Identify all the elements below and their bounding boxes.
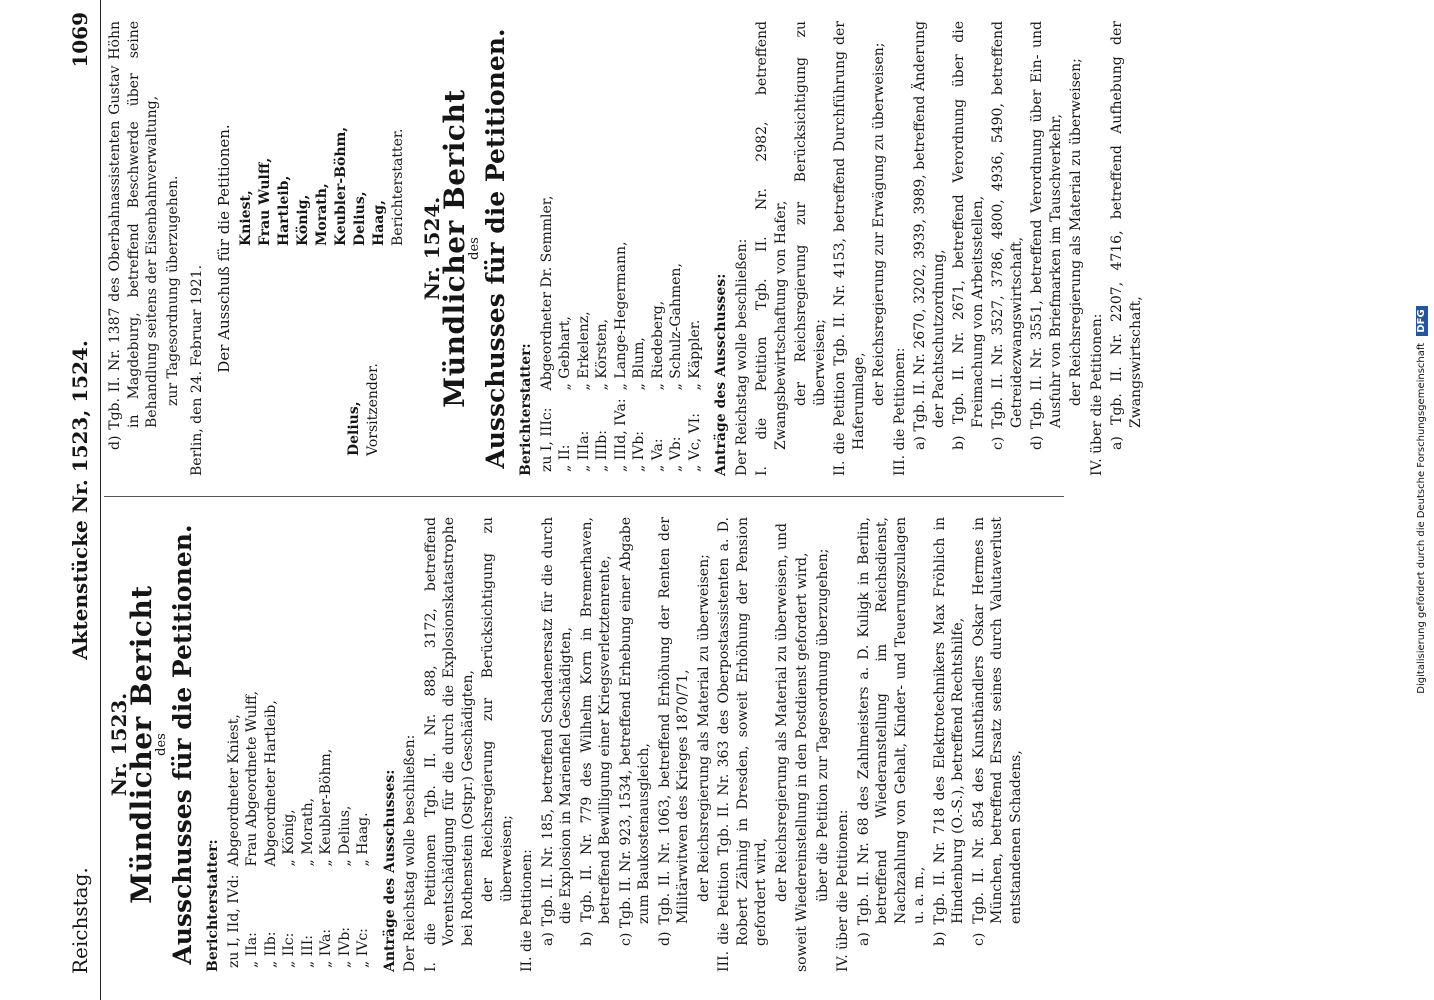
reporter-row bbox=[243, 687, 262, 972]
signatory: Kniest, bbox=[238, 190, 254, 246]
reporter-row bbox=[649, 192, 668, 476]
motion-resolution: der Reichsregierung als Material zu überweisen; bbox=[695, 554, 712, 902]
reporter-row bbox=[556, 192, 575, 476]
signatory: Delius, bbox=[352, 191, 368, 246]
digitization-note-container bbox=[1410, 0, 1434, 1000]
reporter-row bbox=[299, 687, 318, 972]
motion-resolution: der Reichsregierung als Material zu überweisen; bbox=[1068, 58, 1084, 406]
digitization-sidebar bbox=[1410, 0, 1434, 1000]
dfg-logo: DFG bbox=[1416, 306, 1428, 335]
reporter-section: „ Vc, VI: bbox=[686, 413, 703, 472]
reporter-section: zu I, IIIc: bbox=[538, 407, 555, 472]
doc-des-1523: des bbox=[154, 733, 169, 756]
page-header bbox=[60, 0, 101, 1000]
motion-subitem: d) Tgb. II. Nr. 1387 des Oberbahnassistenten Gustav Höhn in Magdeburg, betreffend Beschwerde über seine Behandlung seitens der Eisenbahnverwaltung, bbox=[107, 21, 160, 450]
motion-item: I. die Petitionen Tgb. II. Nr. 888, 3172, betreffend Vorentschädigung für die durch die Explosionskatastrophe bei Rothenstein (Ostpr.) Geschädigten, bbox=[422, 517, 476, 972]
motion-subitem: c) Tgb. II. Nr. 3527, 3786, 4800, 4936, 5490, betreffend Getreidezwangswirtschaft, bbox=[990, 21, 1025, 450]
reporter-row bbox=[612, 192, 631, 476]
signatory: Keubler-Böhm, bbox=[333, 126, 349, 246]
digitization-note: Digitalisierung gefördert durch die Deutsche Forschungsgemeinschaft bbox=[1416, 342, 1427, 694]
motion-subitem: b) Tgb. II. Nr. 718 des Elektrotechnikers Max Fröhlich in Hindenburg (O.-S.), betreffend Rechtshilfe, bbox=[931, 517, 966, 946]
reporter-section: „ IIIa: bbox=[575, 430, 592, 472]
reporter-section: „ Va: bbox=[649, 438, 666, 472]
reporter-section: „ IVb: bbox=[336, 926, 353, 968]
motions-intro-1523: Der Reichstag wolle beschließen: bbox=[402, 734, 418, 972]
column-divider bbox=[104, 496, 1064, 497]
motion-item: IV. über die Petitionen: bbox=[1088, 313, 1105, 476]
reporter-name: „ König, bbox=[281, 809, 297, 867]
motion-item: I. die Petition Tgb. II. Nr. 2982, betreffend Zwangsbewirtschaftung von Hafer, bbox=[754, 21, 789, 476]
signatory: Haag, bbox=[371, 199, 387, 246]
reporters-label-1523: Berichterstatter: bbox=[205, 839, 221, 972]
doc-des-1524: des bbox=[467, 237, 482, 260]
reporter-name: Frau Abgeordnete Wulff, bbox=[244, 690, 260, 867]
motion-text: soweit Wiedereinstellung in den Postdienst gefordert wird, bbox=[794, 552, 810, 972]
reporter-name: „ Lange-Hegermann, bbox=[612, 241, 629, 391]
signatory: Frau Wulff, bbox=[257, 157, 273, 246]
motion-subitem: c) Tgb. II. Nr. 923, 1534, betreffend Erhebung einer Abgabe zum Baukostenausgleich, bbox=[617, 517, 652, 946]
motion-item: IV. über die Petitionen: bbox=[835, 809, 851, 972]
reporter-row bbox=[262, 687, 281, 972]
reporter-section: „ IVc: bbox=[355, 928, 371, 968]
doc-subtitle-1523: Ausschusses für die Petitionen. bbox=[167, 524, 197, 965]
header-title: Aktenstücke Nr. 1523, 1524. bbox=[68, 340, 92, 660]
chair-name: Delius, bbox=[346, 401, 362, 456]
reporter-section: „ IVa: bbox=[318, 928, 334, 968]
motion-resolution: der Reichsregierung zur Berücksichtigung zu überweisen; bbox=[793, 21, 828, 406]
motion-subitem: d) Tgb. II. Nr. 3551, betreffend Verordnung über Ein- und Ausfuhr von Briefmarken im Tauschverkehr, bbox=[1029, 21, 1064, 450]
committee-signature-heading: Der Ausschuß für die Petitionen. bbox=[214, 124, 233, 373]
signatory-list bbox=[237, 127, 408, 246]
motion-subitem: b) Tgb. II. Nr. 779 des Wilhelm Korn in Bremerhaven, betreffend Bewilligung einer Kriegsverletztenrente, bbox=[578, 517, 613, 946]
doc-number-1524: Nr. 1524. bbox=[420, 196, 444, 301]
motion-subitem: a) Tgb. II. Nr. 2670, 3202, 3939, 3989, betreffend Änderung der Pachtschutzordnung, bbox=[912, 21, 947, 450]
motion-item: II. die Petition Tgb. II. Nr. 4153, betreffend Durchführung der Haferumlage, bbox=[832, 21, 867, 476]
motion-resolution: über die Petition zur Tagesordnung überzugehen; bbox=[814, 548, 831, 902]
signature-block bbox=[237, 21, 417, 476]
motion-subitem: d) Tgb. II. Nr. 1063, betreffend Erhöhung der Renten der Militärwitwen des Krieges 1870/71, bbox=[656, 517, 691, 946]
motion-subitem: c) Tgb. II. Nr. 854 des Kunsthändlers Oskar Hermes in München, betreffend Ersatz seines durch Valutaverlust entstandenen Schadens, bbox=[970, 517, 1024, 946]
doc-number-1523: Nr. 1523. bbox=[107, 692, 131, 797]
reporter-name: Abgeordneter Dr. Semmler, bbox=[538, 195, 555, 391]
reporter-name: „ Morath, bbox=[299, 797, 316, 867]
reporters-table-1524 bbox=[538, 192, 705, 476]
reporters-label-1524: Berichterstatter: bbox=[518, 343, 534, 476]
motions-label-1523: Anträge des Ausschusses: bbox=[381, 769, 398, 972]
reporter-row bbox=[280, 687, 299, 972]
chair-title: Vorsitzender. bbox=[365, 363, 381, 456]
chair-signature bbox=[345, 363, 383, 456]
place-date: Berlin, den 24. Februar 1921. bbox=[189, 264, 205, 476]
reporter-name: „ Blum, bbox=[631, 337, 647, 391]
reporter-row bbox=[686, 192, 705, 476]
reporter-section: „ II: bbox=[557, 444, 573, 472]
motion-subitem: a) Tgb. II. Nr. 185, betreffend Schadenersatz für die durch die Explosion in Marienfiel Geschädigten, bbox=[539, 517, 574, 946]
reporter-section: zu I, IId, IVd: bbox=[225, 874, 242, 968]
reporter-name: Abgeordneter Kniest, bbox=[225, 714, 242, 867]
reporter-row bbox=[336, 687, 355, 972]
reporter-section: „ Vb: bbox=[668, 436, 684, 472]
reporter-section: „ IIc: bbox=[281, 932, 297, 968]
reporter-row bbox=[667, 192, 686, 476]
reporters-table-1523 bbox=[225, 687, 373, 972]
motion-item: II. die Petitionen: bbox=[519, 849, 535, 972]
motion-resolution: der Reichsregierung als Material zu überweisen, und bbox=[773, 523, 790, 902]
motion-resolution: der Reichsregierung zur Erwägung zu überweisen; bbox=[871, 42, 887, 406]
reporter-name: „ Keubler-Böhm, bbox=[318, 748, 334, 867]
motion-resolution: der Reichsregierung zur Berücksichtigung zu überweisen; bbox=[480, 517, 515, 902]
motion-subitem: a) Tgb. II. Nr. 2207, 4716, betreffend Aufhebung der Zwangswirtschaft, bbox=[1109, 21, 1144, 450]
column-right bbox=[104, 21, 1147, 476]
reporter-row bbox=[575, 192, 594, 476]
motion-subitem: a) Tgb. II. Nr. 68 des Zahlmeisters a. D. Kuligk in Berlin, betreffend Wiederanstellung im Reichsdienst, Nachzahlung von Gehalt, Kinder- und Teuerungszulagen u. a. m., bbox=[855, 517, 927, 946]
motions-label-1524: Anträge des Ausschusses: bbox=[713, 273, 729, 476]
motion-item: III. die Petition Tgb. II. Nr. 363 des Oberpostassistenten a. D. Robert Zähnig in Dresden, soweit Erhöhung der Pension gefordert wird, bbox=[716, 517, 769, 972]
reporter-name: „ Delius, bbox=[336, 805, 353, 867]
reporter-name: „ Haag. bbox=[355, 812, 371, 867]
reporter-row bbox=[593, 192, 612, 476]
reporter-row bbox=[225, 687, 244, 972]
reporter-section: „ IIIb: bbox=[594, 430, 610, 472]
doc-subtitle-1524: Ausschusses für die Petitionen. bbox=[480, 28, 510, 469]
reporter-row bbox=[538, 192, 557, 476]
reporter-row bbox=[354, 687, 373, 972]
signatory-role: Berichterstatter. bbox=[390, 128, 406, 246]
signatory: Morath, bbox=[314, 183, 330, 246]
signatory: Hartleib, bbox=[276, 175, 292, 246]
motion-item: III. die Petitionen: bbox=[891, 347, 908, 476]
doc-title-1523: Mündlicher Bericht bbox=[124, 585, 158, 904]
header-left: Reichstag. bbox=[68, 867, 92, 974]
reporter-row bbox=[317, 687, 336, 972]
reporter-row bbox=[630, 192, 649, 476]
reporter-name: „ Schulz-Gahmen, bbox=[668, 263, 684, 391]
reporter-name: „ Käppler. bbox=[686, 319, 703, 391]
reporter-section: „ IIId, IVa: bbox=[612, 398, 629, 472]
reporter-section: „ III: bbox=[299, 934, 316, 968]
reporter-name: „ Körsten, bbox=[594, 318, 610, 391]
signatory: König, bbox=[295, 194, 311, 246]
motions-intro-1524: Der Reichstag wolle beschließen: bbox=[733, 238, 750, 476]
motion-resolution: zur Tagesordnung überzugehen. bbox=[164, 175, 181, 406]
reporter-section: „ IIa: bbox=[244, 932, 260, 968]
reporter-section: „ IVb: bbox=[631, 430, 647, 472]
motion-subitem: b) Tgb. II. Nr. 2671, betreffend Verordnung über die Freimachung von Arbeitsstellen, bbox=[951, 21, 986, 450]
reporter-name: „ Gebhart, bbox=[557, 316, 573, 391]
column-left bbox=[104, 517, 1027, 972]
reporter-section: „ IIb: bbox=[262, 931, 279, 968]
page-number: 1069 bbox=[68, 12, 92, 68]
reporter-name: „ Erkelenz, bbox=[575, 311, 592, 391]
doc-title-1524: Mündlicher Bericht bbox=[437, 89, 471, 408]
reporter-name: Abgeordneter Hartleib, bbox=[262, 700, 279, 867]
reporter-name: „ Riedeberg, bbox=[649, 300, 666, 391]
